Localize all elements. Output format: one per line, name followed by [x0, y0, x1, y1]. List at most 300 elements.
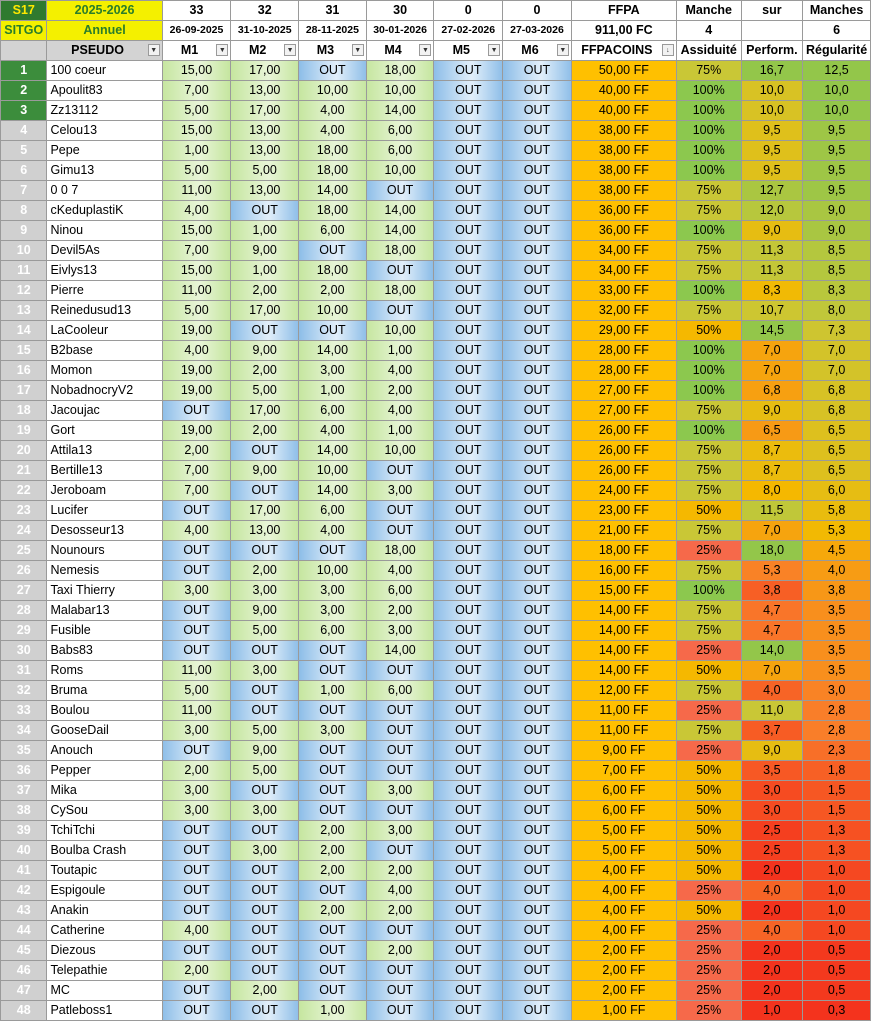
m1-cell[interactable]: OUT: [162, 941, 231, 961]
regularite-cell[interactable]: 3,5: [803, 641, 871, 661]
date-m4-cell[interactable]: 30-01-2026: [366, 21, 434, 41]
m4-cell[interactable]: 6,00: [366, 681, 434, 701]
m1-cell[interactable]: OUT: [162, 981, 231, 1001]
ffpacoins-cell[interactable]: 2,00 FF: [571, 961, 676, 981]
m3-cell[interactable]: 1,00: [299, 1001, 367, 1021]
m2-cell[interactable]: 2,00: [231, 561, 299, 581]
m1-cell[interactable]: OUT: [162, 401, 231, 421]
m3-cell[interactable]: 6,00: [299, 621, 367, 641]
m4-cell[interactable]: 14,00: [366, 221, 434, 241]
assiduite-cell[interactable]: 100%: [676, 81, 741, 101]
pseudo-cell[interactable]: Reinedusud13: [47, 301, 162, 321]
m6-cell[interactable]: OUT: [503, 141, 572, 161]
m2-cell[interactable]: OUT: [231, 1001, 299, 1021]
assiduite-cell[interactable]: 50%: [676, 321, 741, 341]
m1-cell[interactable]: 3,00: [162, 721, 231, 741]
assiduite-cell[interactable]: 25%: [676, 921, 741, 941]
m1-cell[interactable]: 15,00: [162, 221, 231, 241]
m4-cell[interactable]: 10,00: [366, 321, 434, 341]
m2-cell[interactable]: 17,00: [231, 401, 299, 421]
m6-cell[interactable]: OUT: [503, 781, 572, 801]
ffpacoins-cell[interactable]: 5,00 FF: [571, 821, 676, 841]
ffpacoins-cell[interactable]: 40,00 FF: [571, 81, 676, 101]
m1-cell[interactable]: 2,00: [162, 761, 231, 781]
pseudo-cell[interactable]: Desosseur13: [47, 521, 162, 541]
m1-cell[interactable]: OUT: [162, 501, 231, 521]
m2-cell[interactable]: OUT: [231, 541, 299, 561]
m2-cell[interactable]: OUT: [231, 701, 299, 721]
rank-cell[interactable]: 40: [1, 841, 47, 861]
m6-cell[interactable]: OUT: [503, 681, 572, 701]
m6-cell[interactable]: OUT: [503, 161, 572, 181]
m3-cell[interactable]: OUT: [299, 921, 367, 941]
season-cell[interactable]: 2025-2026: [47, 1, 162, 21]
m6-cell[interactable]: OUT: [503, 881, 572, 901]
m6-cell[interactable]: OUT: [503, 461, 572, 481]
m1-cell[interactable]: 5,00: [162, 301, 231, 321]
manche-value-cell[interactable]: 4: [676, 21, 741, 41]
assiduite-cell[interactable]: 50%: [676, 501, 741, 521]
perform-cell[interactable]: 3,8: [741, 581, 803, 601]
m6-cell[interactable]: OUT: [503, 261, 572, 281]
manche-label-cell[interactable]: Manche: [676, 1, 741, 21]
assiduite-cell[interactable]: 100%: [676, 221, 741, 241]
regularite-cell[interactable]: 10,0: [803, 101, 871, 121]
m4-cell[interactable]: 2,00: [366, 941, 434, 961]
m4-cell[interactable]: 18,00: [366, 61, 434, 81]
m4-cell[interactable]: 2,00: [366, 861, 434, 881]
rank-cell[interactable]: 1: [1, 61, 47, 81]
ffpacoins-cell[interactable]: 18,00 FF: [571, 541, 676, 561]
ffpacoins-cell[interactable]: 38,00 FF: [571, 181, 676, 201]
ffpacoins-cell[interactable]: 14,00 FF: [571, 641, 676, 661]
m3-cell[interactable]: OUT: [299, 241, 367, 261]
m1-cell[interactable]: 19,00: [162, 361, 231, 381]
regularite-cell[interactable]: 1,0: [803, 901, 871, 921]
assiduite-cell[interactable]: 75%: [676, 181, 741, 201]
m5-cell[interactable]: OUT: [434, 461, 503, 481]
m5-cell[interactable]: OUT: [434, 861, 503, 881]
rank-cell[interactable]: 18: [1, 401, 47, 421]
m1-cell[interactable]: OUT: [162, 641, 231, 661]
m2-cell[interactable]: 13,00: [231, 181, 299, 201]
m1-cell[interactable]: OUT: [162, 601, 231, 621]
perform-cell[interactable]: 3,7: [741, 721, 803, 741]
m4-count-cell[interactable]: 30: [366, 1, 434, 21]
m5-cell[interactable]: OUT: [434, 81, 503, 101]
perform-cell[interactable]: 9,0: [741, 401, 803, 421]
perform-cell[interactable]: 11,3: [741, 261, 803, 281]
m1-cell[interactable]: 3,00: [162, 781, 231, 801]
m6-cell[interactable]: OUT: [503, 341, 572, 361]
m2-cell[interactable]: 17,00: [231, 501, 299, 521]
m4-cell[interactable]: OUT: [366, 741, 434, 761]
date-m5-cell[interactable]: 27-02-2026: [434, 21, 503, 41]
m4-cell[interactable]: 3,00: [366, 781, 434, 801]
m2-cell[interactable]: OUT: [231, 201, 299, 221]
m3-cell[interactable]: 2,00: [299, 901, 367, 921]
rank-cell[interactable]: 12: [1, 281, 47, 301]
m4-cell[interactable]: OUT: [366, 981, 434, 1001]
m4-cell[interactable]: 10,00: [366, 161, 434, 181]
m2-cell[interactable]: 17,00: [231, 101, 299, 121]
m5-cell[interactable]: OUT: [434, 61, 503, 81]
assiduite-cell[interactable]: 100%: [676, 421, 741, 441]
rank-cell[interactable]: 24: [1, 521, 47, 541]
ffpacoins-header-cell[interactable]: [571, 41, 676, 61]
pseudo-cell[interactable]: Jeroboam: [47, 481, 162, 501]
regularite-cell[interactable]: 6,8: [803, 381, 871, 401]
pseudo-cell[interactable]: B2base: [47, 341, 162, 361]
ffpacoins-cell[interactable]: 27,00 FF: [571, 401, 676, 421]
rank-cell[interactable]: 11: [1, 261, 47, 281]
m1-cell[interactable]: 1,00: [162, 141, 231, 161]
rank-cell[interactable]: 2: [1, 81, 47, 101]
m3-cell[interactable]: OUT: [299, 981, 367, 1001]
regularite-cell[interactable]: 8,5: [803, 241, 871, 261]
m3-cell[interactable]: OUT: [299, 941, 367, 961]
m4-cell[interactable]: 10,00: [366, 81, 434, 101]
perform-cell[interactable]: 3,5: [741, 761, 803, 781]
m5-cell[interactable]: OUT: [434, 581, 503, 601]
pseudo-cell[interactable]: Attila13: [47, 441, 162, 461]
rank-cell[interactable]: 43: [1, 901, 47, 921]
perform-cell[interactable]: 3,0: [741, 781, 803, 801]
m4-cell[interactable]: 18,00: [366, 281, 434, 301]
date-m6-cell[interactable]: 27-03-2026: [503, 21, 572, 41]
ffpacoins-cell[interactable]: 36,00 FF: [571, 201, 676, 221]
m6-cell[interactable]: OUT: [503, 761, 572, 781]
m2-cell[interactable]: OUT: [231, 881, 299, 901]
m1-cell[interactable]: 15,00: [162, 121, 231, 141]
ffpacoins-cell[interactable]: 6,00 FF: [571, 781, 676, 801]
regularite-cell[interactable]: 4,5: [803, 541, 871, 561]
m6-cell[interactable]: OUT: [503, 581, 572, 601]
m3-cell[interactable]: 10,00: [299, 81, 367, 101]
assiduite-cell[interactable]: 75%: [676, 61, 741, 81]
m3-cell[interactable]: 18,00: [299, 261, 367, 281]
m4-cell[interactable]: 4,00: [366, 561, 434, 581]
rank-cell[interactable]: 16: [1, 361, 47, 381]
m6-cell[interactable]: OUT: [503, 201, 572, 221]
m2-cell[interactable]: 1,00: [231, 221, 299, 241]
assiduite-cell[interactable]: 75%: [676, 441, 741, 461]
m6-cell[interactable]: OUT: [503, 441, 572, 461]
perform-cell[interactable]: 4,0: [741, 881, 803, 901]
m3-cell[interactable]: OUT: [299, 541, 367, 561]
regularite-cell[interactable]: 5,3: [803, 521, 871, 541]
pseudo-cell[interactable]: Bruma: [47, 681, 162, 701]
perform-cell[interactable]: 10,0: [741, 101, 803, 121]
m5-cell[interactable]: OUT: [434, 321, 503, 341]
perform-cell[interactable]: 18,0: [741, 541, 803, 561]
m1-cell[interactable]: 5,00: [162, 681, 231, 701]
perform-cell[interactable]: 2,0: [741, 861, 803, 881]
ffpacoins-cell[interactable]: 33,00 FF: [571, 281, 676, 301]
perform-cell[interactable]: 4,7: [741, 601, 803, 621]
m1-cell[interactable]: 5,00: [162, 101, 231, 121]
m2-cell[interactable]: 3,00: [231, 581, 299, 601]
m4-cell[interactable]: 14,00: [366, 641, 434, 661]
assiduite-cell[interactable]: 75%: [676, 721, 741, 741]
ffpacoins-cell[interactable]: 4,00 FF: [571, 881, 676, 901]
rank-cell[interactable]: 29: [1, 621, 47, 641]
m6-cell[interactable]: OUT: [503, 921, 572, 941]
regularite-cell[interactable]: 1,5: [803, 801, 871, 821]
assiduite-cell[interactable]: 100%: [676, 341, 741, 361]
pseudo-cell[interactable]: MC: [47, 981, 162, 1001]
m1-cell[interactable]: OUT: [162, 881, 231, 901]
perform-cell[interactable]: 9,5: [741, 141, 803, 161]
m3-cell[interactable]: OUT: [299, 661, 367, 681]
assiduite-cell[interactable]: 25%: [676, 961, 741, 981]
regularite-cell[interactable]: 6,5: [803, 441, 871, 461]
ffpacoins-cell[interactable]: 11,00 FF: [571, 721, 676, 741]
ffpacoins-cell[interactable]: 14,00 FF: [571, 621, 676, 641]
m6-count-cell[interactable]: 0: [503, 1, 572, 21]
ffpacoins-cell[interactable]: 12,00 FF: [571, 681, 676, 701]
m5-cell[interactable]: OUT: [434, 561, 503, 581]
m1-cell[interactable]: OUT: [162, 841, 231, 861]
m4-cell[interactable]: 3,00: [366, 621, 434, 641]
m6-cell[interactable]: OUT: [503, 121, 572, 141]
m4-cell[interactable]: OUT: [366, 181, 434, 201]
m4-cell[interactable]: OUT: [366, 761, 434, 781]
assiduite-cell[interactable]: 50%: [676, 661, 741, 681]
regularite-cell[interactable]: 5,8: [803, 501, 871, 521]
perform-cell[interactable]: 4,0: [741, 921, 803, 941]
rank-cell[interactable]: 3: [1, 101, 47, 121]
m6-cell[interactable]: OUT: [503, 741, 572, 761]
m6-cell[interactable]: OUT: [503, 501, 572, 521]
perform-cell[interactable]: 11,0: [741, 701, 803, 721]
m1-cell[interactable]: 19,00: [162, 421, 231, 441]
m4-cell[interactable]: 14,00: [366, 101, 434, 121]
regularite-cell[interactable]: 9,5: [803, 161, 871, 181]
m1-cell[interactable]: OUT: [162, 741, 231, 761]
m2-cell[interactable]: OUT: [231, 781, 299, 801]
m5-cell[interactable]: OUT: [434, 721, 503, 741]
m6-cell[interactable]: OUT: [503, 601, 572, 621]
m5-cell[interactable]: OUT: [434, 981, 503, 1001]
m1-cell[interactable]: 11,00: [162, 661, 231, 681]
m5-cell[interactable]: OUT: [434, 681, 503, 701]
regularite-cell[interactable]: 2,8: [803, 721, 871, 741]
m1-cell[interactable]: 7,00: [162, 241, 231, 261]
m6-cell[interactable]: OUT: [503, 801, 572, 821]
m2-cell[interactable]: 9,00: [231, 461, 299, 481]
m4-cell[interactable]: OUT: [366, 1001, 434, 1021]
ffpacoins-cell[interactable]: 2,00 FF: [571, 981, 676, 1001]
pseudo-cell[interactable]: Zz13112: [47, 101, 162, 121]
rank-cell[interactable]: 21: [1, 461, 47, 481]
perform-cell[interactable]: 12,0: [741, 201, 803, 221]
m6-cell[interactable]: OUT: [503, 961, 572, 981]
perform-cell[interactable]: 1,0: [741, 1001, 803, 1021]
m4-cell[interactable]: OUT: [366, 301, 434, 321]
m4-cell[interactable]: 1,00: [366, 421, 434, 441]
assiduite-cell[interactable]: 50%: [676, 841, 741, 861]
rank-cell[interactable]: 5: [1, 141, 47, 161]
regularite-cell[interactable]: 0,5: [803, 981, 871, 1001]
perform-cell[interactable]: 4,0: [741, 681, 803, 701]
m1-header-cell[interactable]: [162, 41, 231, 61]
m5-cell[interactable]: OUT: [434, 121, 503, 141]
ffpacoins-cell[interactable]: 5,00 FF: [571, 841, 676, 861]
m6-cell[interactable]: OUT: [503, 521, 572, 541]
m2-cell[interactable]: OUT: [231, 441, 299, 461]
m3-cell[interactable]: 2,00: [299, 841, 367, 861]
perform-cell[interactable]: 8,7: [741, 441, 803, 461]
ffpacoins-cell[interactable]: 16,00 FF: [571, 561, 676, 581]
m1-cell[interactable]: 3,00: [162, 581, 231, 601]
rank-cell[interactable]: 9: [1, 221, 47, 241]
m5-count-cell[interactable]: 0: [434, 1, 503, 21]
m3-cell[interactable]: OUT: [299, 741, 367, 761]
rank-cell[interactable]: 38: [1, 801, 47, 821]
pseudo-cell[interactable]: Nounours: [47, 541, 162, 561]
regularite-cell[interactable]: 9,5: [803, 121, 871, 141]
season-code-cell[interactable]: S17: [1, 1, 47, 21]
m1-cell[interactable]: OUT: [162, 561, 231, 581]
regularite-cell[interactable]: 9,5: [803, 181, 871, 201]
m2-cell[interactable]: 1,00: [231, 261, 299, 281]
pseudo-cell[interactable]: Boulba Crash: [47, 841, 162, 861]
m6-cell[interactable]: OUT: [503, 361, 572, 381]
m5-cell[interactable]: OUT: [434, 921, 503, 941]
m5-cell[interactable]: OUT: [434, 421, 503, 441]
perform-cell[interactable]: 4,7: [741, 621, 803, 641]
m4-cell[interactable]: 6,00: [366, 581, 434, 601]
sort-descending-icon[interactable]: ↓: [662, 44, 674, 56]
m2-cell[interactable]: 3,00: [231, 801, 299, 821]
m4-cell[interactable]: OUT: [366, 721, 434, 741]
ffpacoins-cell[interactable]: 29,00 FF: [571, 321, 676, 341]
m5-cell[interactable]: OUT: [434, 841, 503, 861]
m4-cell[interactable]: 3,00: [366, 481, 434, 501]
m3-cell[interactable]: OUT: [299, 961, 367, 981]
rank-cell[interactable]: 19: [1, 421, 47, 441]
m2-cell[interactable]: OUT: [231, 321, 299, 341]
m2-cell[interactable]: 5,00: [231, 161, 299, 181]
m1-cell[interactable]: 7,00: [162, 481, 231, 501]
m6-cell[interactable]: OUT: [503, 1001, 572, 1021]
regularite-cell[interactable]: 1,0: [803, 861, 871, 881]
m6-cell[interactable]: OUT: [503, 901, 572, 921]
assiduite-cell[interactable]: 75%: [676, 601, 741, 621]
m5-cell[interactable]: OUT: [434, 401, 503, 421]
m3-cell[interactable]: OUT: [299, 881, 367, 901]
m2-header-cell[interactable]: [231, 41, 299, 61]
regularite-cell[interactable]: 1,5: [803, 781, 871, 801]
filter-dropdown-icon[interactable]: ▼: [148, 44, 160, 56]
regularite-cell[interactable]: 6,0: [803, 481, 871, 501]
regularite-cell[interactable]: 2,3: [803, 741, 871, 761]
pseudo-cell[interactable]: Nemesis: [47, 561, 162, 581]
rank-cell[interactable]: 33: [1, 701, 47, 721]
m5-cell[interactable]: OUT: [434, 141, 503, 161]
perform-cell[interactable]: 7,0: [741, 661, 803, 681]
ffpacoins-cell[interactable]: 7,00 FF: [571, 761, 676, 781]
date-m3-cell[interactable]: 28-11-2025: [299, 21, 367, 41]
ffpacoins-cell[interactable]: 26,00 FF: [571, 441, 676, 461]
m3-cell[interactable]: 6,00: [299, 401, 367, 421]
perform-cell[interactable]: 10,7: [741, 301, 803, 321]
regularite-cell[interactable]: 3,5: [803, 661, 871, 681]
perform-cell[interactable]: 16,7: [741, 61, 803, 81]
perform-cell[interactable]: 6,5: [741, 421, 803, 441]
m6-cell[interactable]: OUT: [503, 181, 572, 201]
pseudo-cell[interactable]: Gort: [47, 421, 162, 441]
pseudo-cell[interactable]: Lucifer: [47, 501, 162, 521]
m1-cell[interactable]: OUT: [162, 1001, 231, 1021]
m6-cell[interactable]: OUT: [503, 401, 572, 421]
assiduite-cell[interactable]: 25%: [676, 981, 741, 1001]
regularite-cell[interactable]: 3,5: [803, 621, 871, 641]
m5-cell[interactable]: OUT: [434, 181, 503, 201]
m3-cell[interactable]: 18,00: [299, 161, 367, 181]
m3-cell[interactable]: 18,00: [299, 141, 367, 161]
m4-cell[interactable]: 14,00: [366, 201, 434, 221]
m3-cell[interactable]: 3,00: [299, 361, 367, 381]
pseudo-cell[interactable]: Malabar13: [47, 601, 162, 621]
m1-cell[interactable]: OUT: [162, 541, 231, 561]
rank-cell[interactable]: 8: [1, 201, 47, 221]
m6-cell[interactable]: OUT: [503, 381, 572, 401]
perform-cell[interactable]: 7,0: [741, 361, 803, 381]
regularite-cell[interactable]: 7,0: [803, 341, 871, 361]
rank-cell[interactable]: 27: [1, 581, 47, 601]
m1-cell[interactable]: 4,00: [162, 201, 231, 221]
ffpacoins-cell[interactable]: 38,00 FF: [571, 121, 676, 141]
m5-cell[interactable]: OUT: [434, 601, 503, 621]
rank-cell[interactable]: 13: [1, 301, 47, 321]
m3-cell[interactable]: OUT: [299, 641, 367, 661]
regularite-cell[interactable]: 0,5: [803, 941, 871, 961]
m2-cell[interactable]: 5,00: [231, 721, 299, 741]
assiduite-cell[interactable]: 75%: [676, 461, 741, 481]
regularite-cell[interactable]: 0,3: [803, 1001, 871, 1021]
m3-cell[interactable]: 3,00: [299, 721, 367, 741]
m2-cell[interactable]: 13,00: [231, 521, 299, 541]
m2-cell[interactable]: 5,00: [231, 381, 299, 401]
perform-cell[interactable]: 11,3: [741, 241, 803, 261]
rank-cell[interactable]: 46: [1, 961, 47, 981]
m5-cell[interactable]: OUT: [434, 501, 503, 521]
rank-cell[interactable]: 42: [1, 881, 47, 901]
m5-cell[interactable]: OUT: [434, 481, 503, 501]
m5-cell[interactable]: OUT: [434, 301, 503, 321]
m6-cell[interactable]: OUT: [503, 841, 572, 861]
assiduite-cell[interactable]: 75%: [676, 301, 741, 321]
pseudo-cell[interactable]: TchiTchi: [47, 821, 162, 841]
m4-cell[interactable]: OUT: [366, 961, 434, 981]
m2-cell[interactable]: 17,00: [231, 301, 299, 321]
regularite-cell[interactable]: 8,3: [803, 281, 871, 301]
m3-cell[interactable]: 3,00: [299, 601, 367, 621]
empty-cell[interactable]: [741, 21, 803, 41]
rank-cell[interactable]: 20: [1, 441, 47, 461]
m2-cell[interactable]: OUT: [231, 821, 299, 841]
m3-cell[interactable]: 10,00: [299, 561, 367, 581]
ffpacoins-cell[interactable]: 26,00 FF: [571, 421, 676, 441]
pseudo-cell[interactable]: Anakin: [47, 901, 162, 921]
m1-cell[interactable]: 3,00: [162, 801, 231, 821]
m3-cell[interactable]: OUT: [299, 761, 367, 781]
assiduite-cell[interactable]: 100%: [676, 161, 741, 181]
m4-cell[interactable]: OUT: [366, 661, 434, 681]
rank-cell[interactable]: 39: [1, 821, 47, 841]
